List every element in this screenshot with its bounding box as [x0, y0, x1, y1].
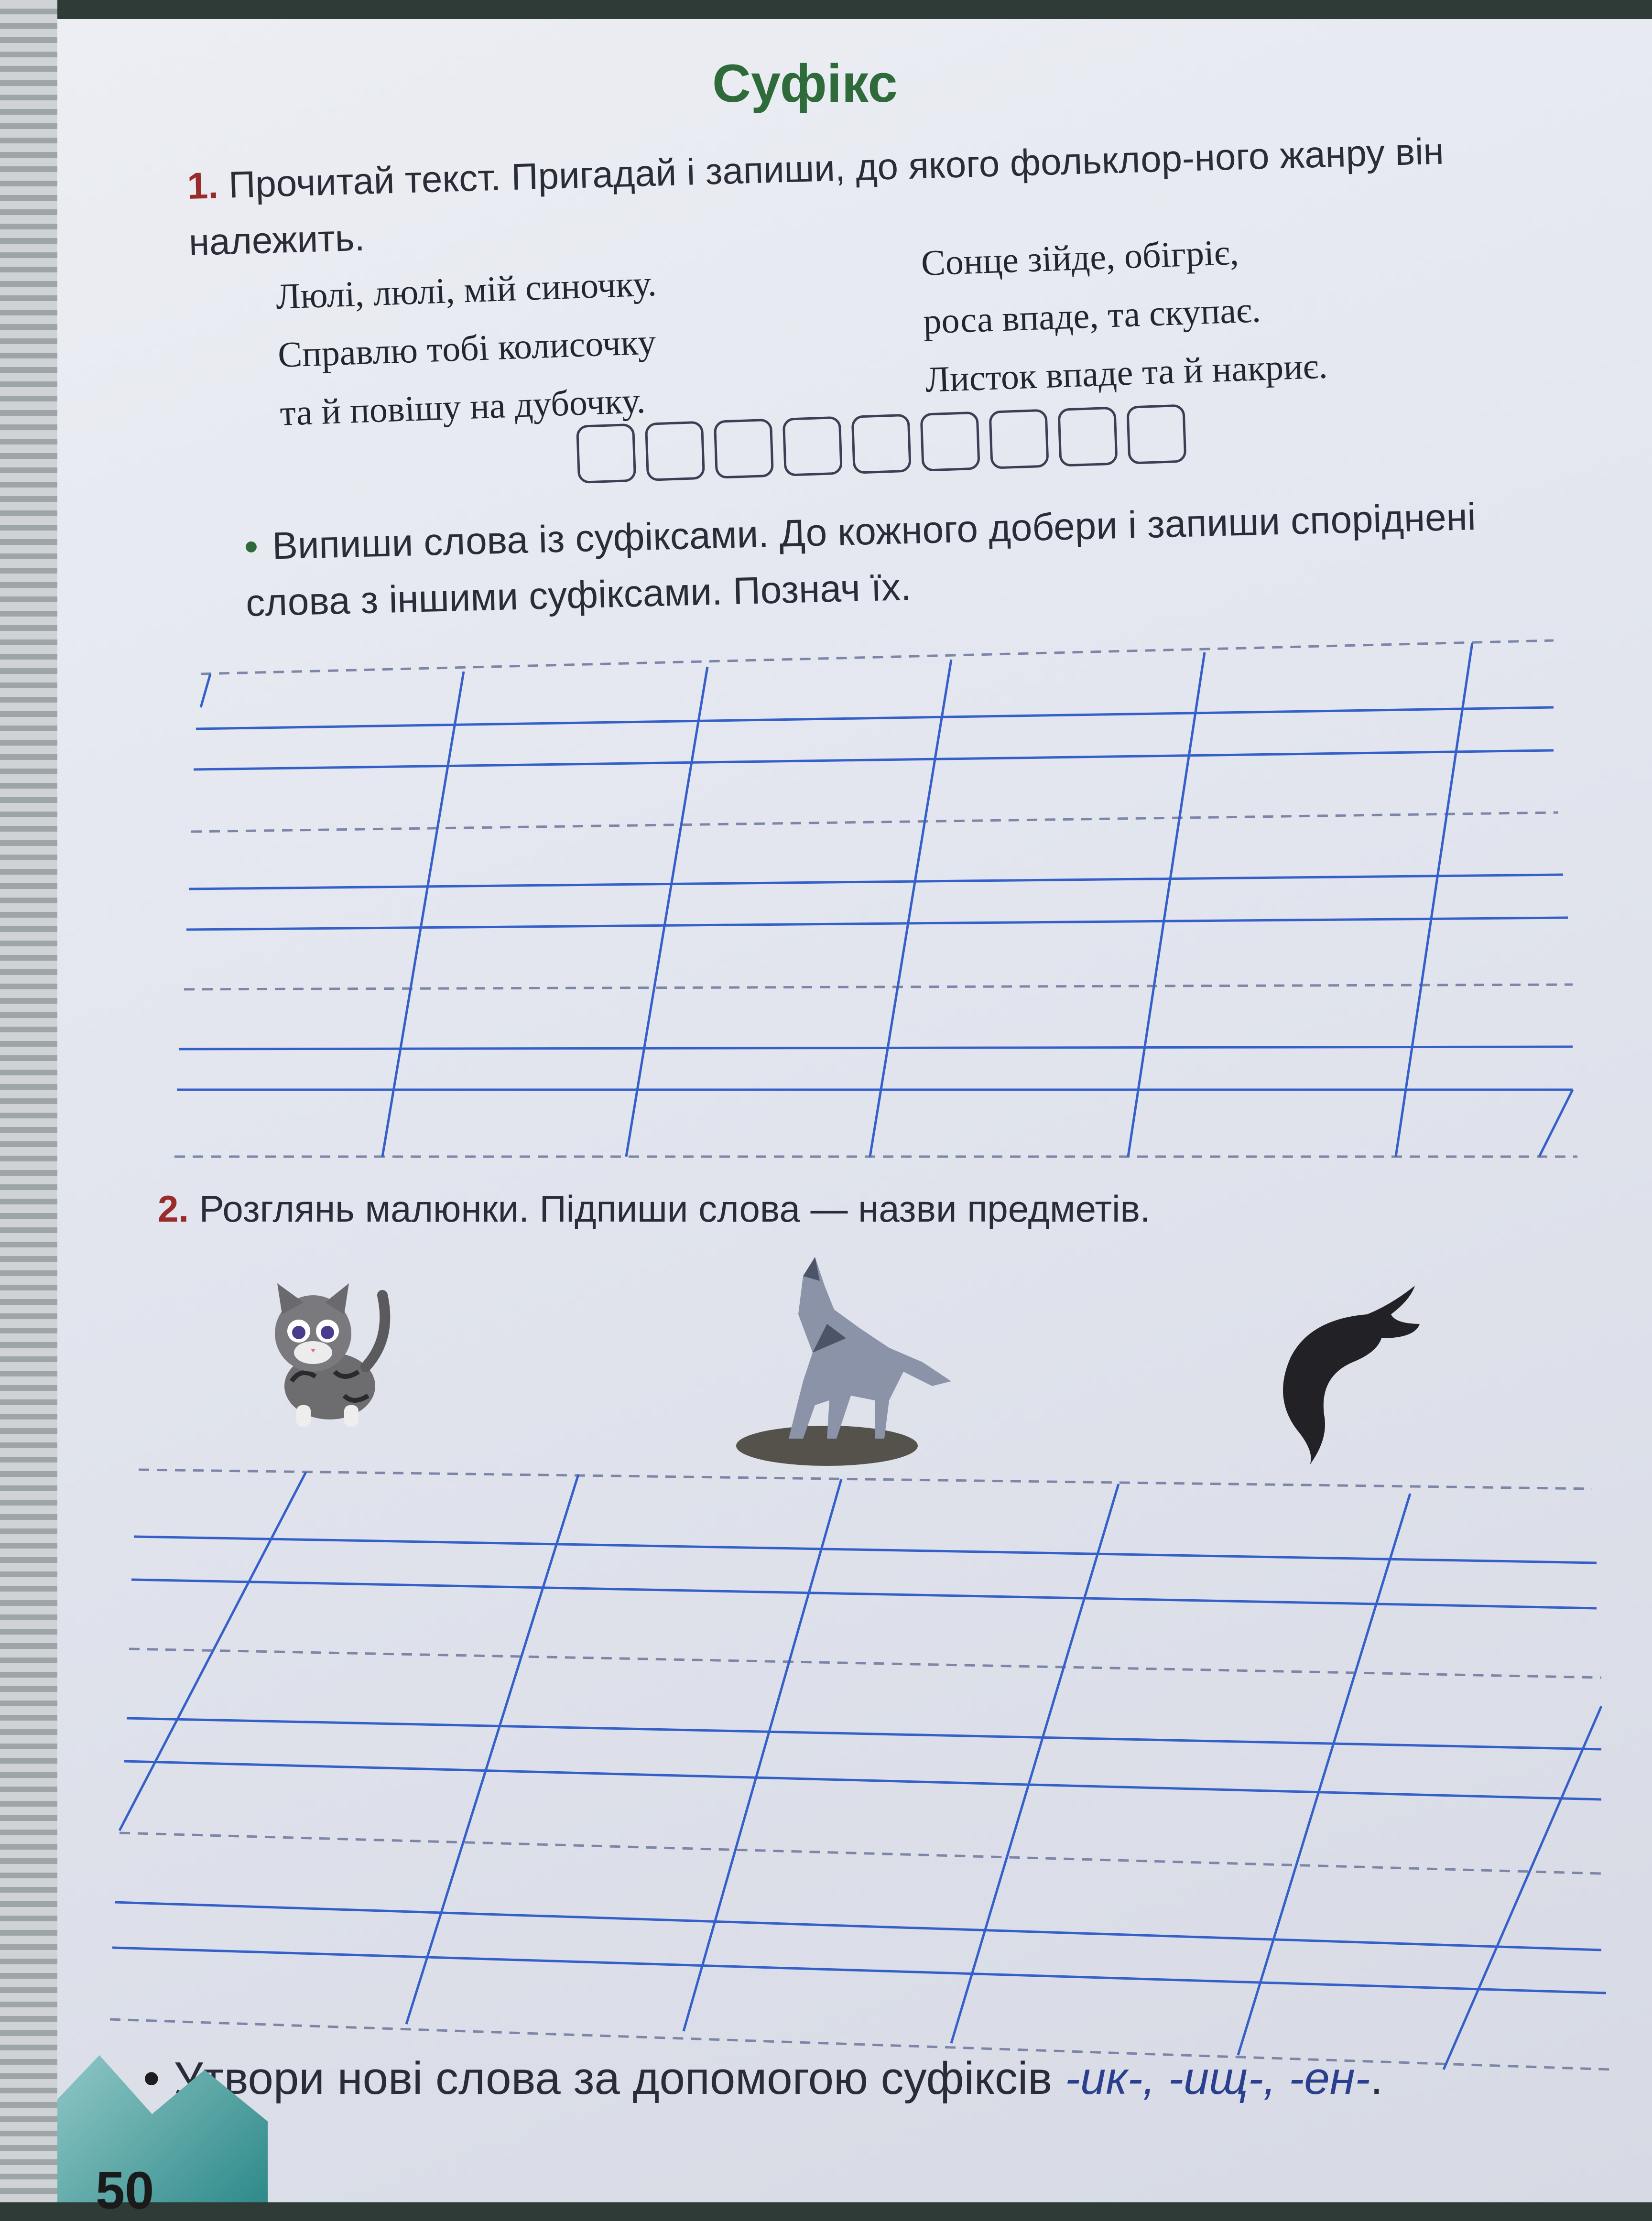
grid-slant	[1539, 1090, 1573, 1157]
page-title: Суфікс	[712, 54, 898, 113]
poem-line: та й повішу на дубочку.	[279, 380, 646, 433]
task-2-bullet	[143, 2050, 1625, 2107]
grid-slant	[1396, 643, 1472, 1157]
grid-line	[194, 750, 1554, 769]
task-2-instruction	[158, 1181, 1568, 1237]
poem-line: роса впаде, та скупає.	[922, 290, 1261, 342]
suffix-list: -ик-, -ищ-, -ен-	[1065, 2053, 1370, 2104]
grid-slant	[684, 1479, 841, 2031]
grid-line	[189, 875, 1563, 889]
grid-slant	[1238, 1494, 1410, 2055]
grid-line	[186, 918, 1568, 930]
poem-line: Справлю тобі колисочку	[277, 322, 657, 375]
grid-line-dashed	[120, 1833, 1601, 1874]
grid-slant	[951, 1484, 1119, 2043]
grid-line	[196, 707, 1554, 729]
poem-line: Люлі, люлі, мій синочку.	[275, 263, 657, 317]
writing-grid-2	[110, 1470, 1611, 2069]
grid-line-dashed	[191, 813, 1558, 832]
bullet-dot-icon: •	[143, 2053, 160, 2104]
grid-line	[124, 1761, 1601, 1799]
wolf-icon	[731, 1257, 961, 1467]
bullet-dot-icon: •	[244, 525, 259, 568]
grid-line	[115, 1902, 1601, 1950]
grid-slant	[382, 672, 464, 1157]
grid-slant	[1128, 652, 1205, 1157]
grid-line	[112, 1948, 1606, 1993]
grid-slant	[201, 674, 210, 707]
task-1-text: Прочитай текст. Пригадай і запиши, до якого фольклор-ного жанру він належить.	[188, 130, 1445, 263]
grid-line-dashed	[129, 1649, 1601, 1678]
writing-grid-1	[174, 640, 1577, 1157]
task-2-bullet-text: Утвори нові слова за допомогою суфіксів	[174, 2053, 1065, 2104]
task-1-number: 1.	[186, 164, 219, 207]
grid-line-dashed	[201, 640, 1554, 674]
task-2-text: Розглянь малюнки. Підпиши слова — назви предметів.	[199, 1188, 1151, 1230]
task-2-number: 2.	[158, 1188, 189, 1230]
task-1-bullet-text: Випиши слова із суфіксами. До кожного добери і запиши споріднені слова з іншими суфіксами. Познач їх.	[245, 495, 1477, 624]
grid-slant	[870, 660, 951, 1157]
grid-line	[134, 1537, 1597, 1563]
task-2-bullet-end: .	[1370, 2053, 1383, 2104]
poem-line: Листок впаде та й накриє.	[924, 346, 1328, 400]
tail-icon	[1272, 1281, 1424, 1467]
grid-line	[127, 1718, 1601, 1749]
grid-line	[179, 1047, 1573, 1049]
grid-slant	[406, 1474, 578, 2024]
grid-slant	[210, 908, 225, 1157]
poem-line: Сонце зійде, обігріє,	[920, 232, 1239, 283]
cat-icon	[263, 1281, 397, 1434]
page-number: 50	[96, 2161, 154, 2220]
grid-slant	[1444, 1706, 1601, 2069]
grid-line-dashed	[139, 1470, 1592, 1489]
grid-line-dashed	[184, 985, 1573, 989]
grid-slant	[626, 667, 707, 1157]
